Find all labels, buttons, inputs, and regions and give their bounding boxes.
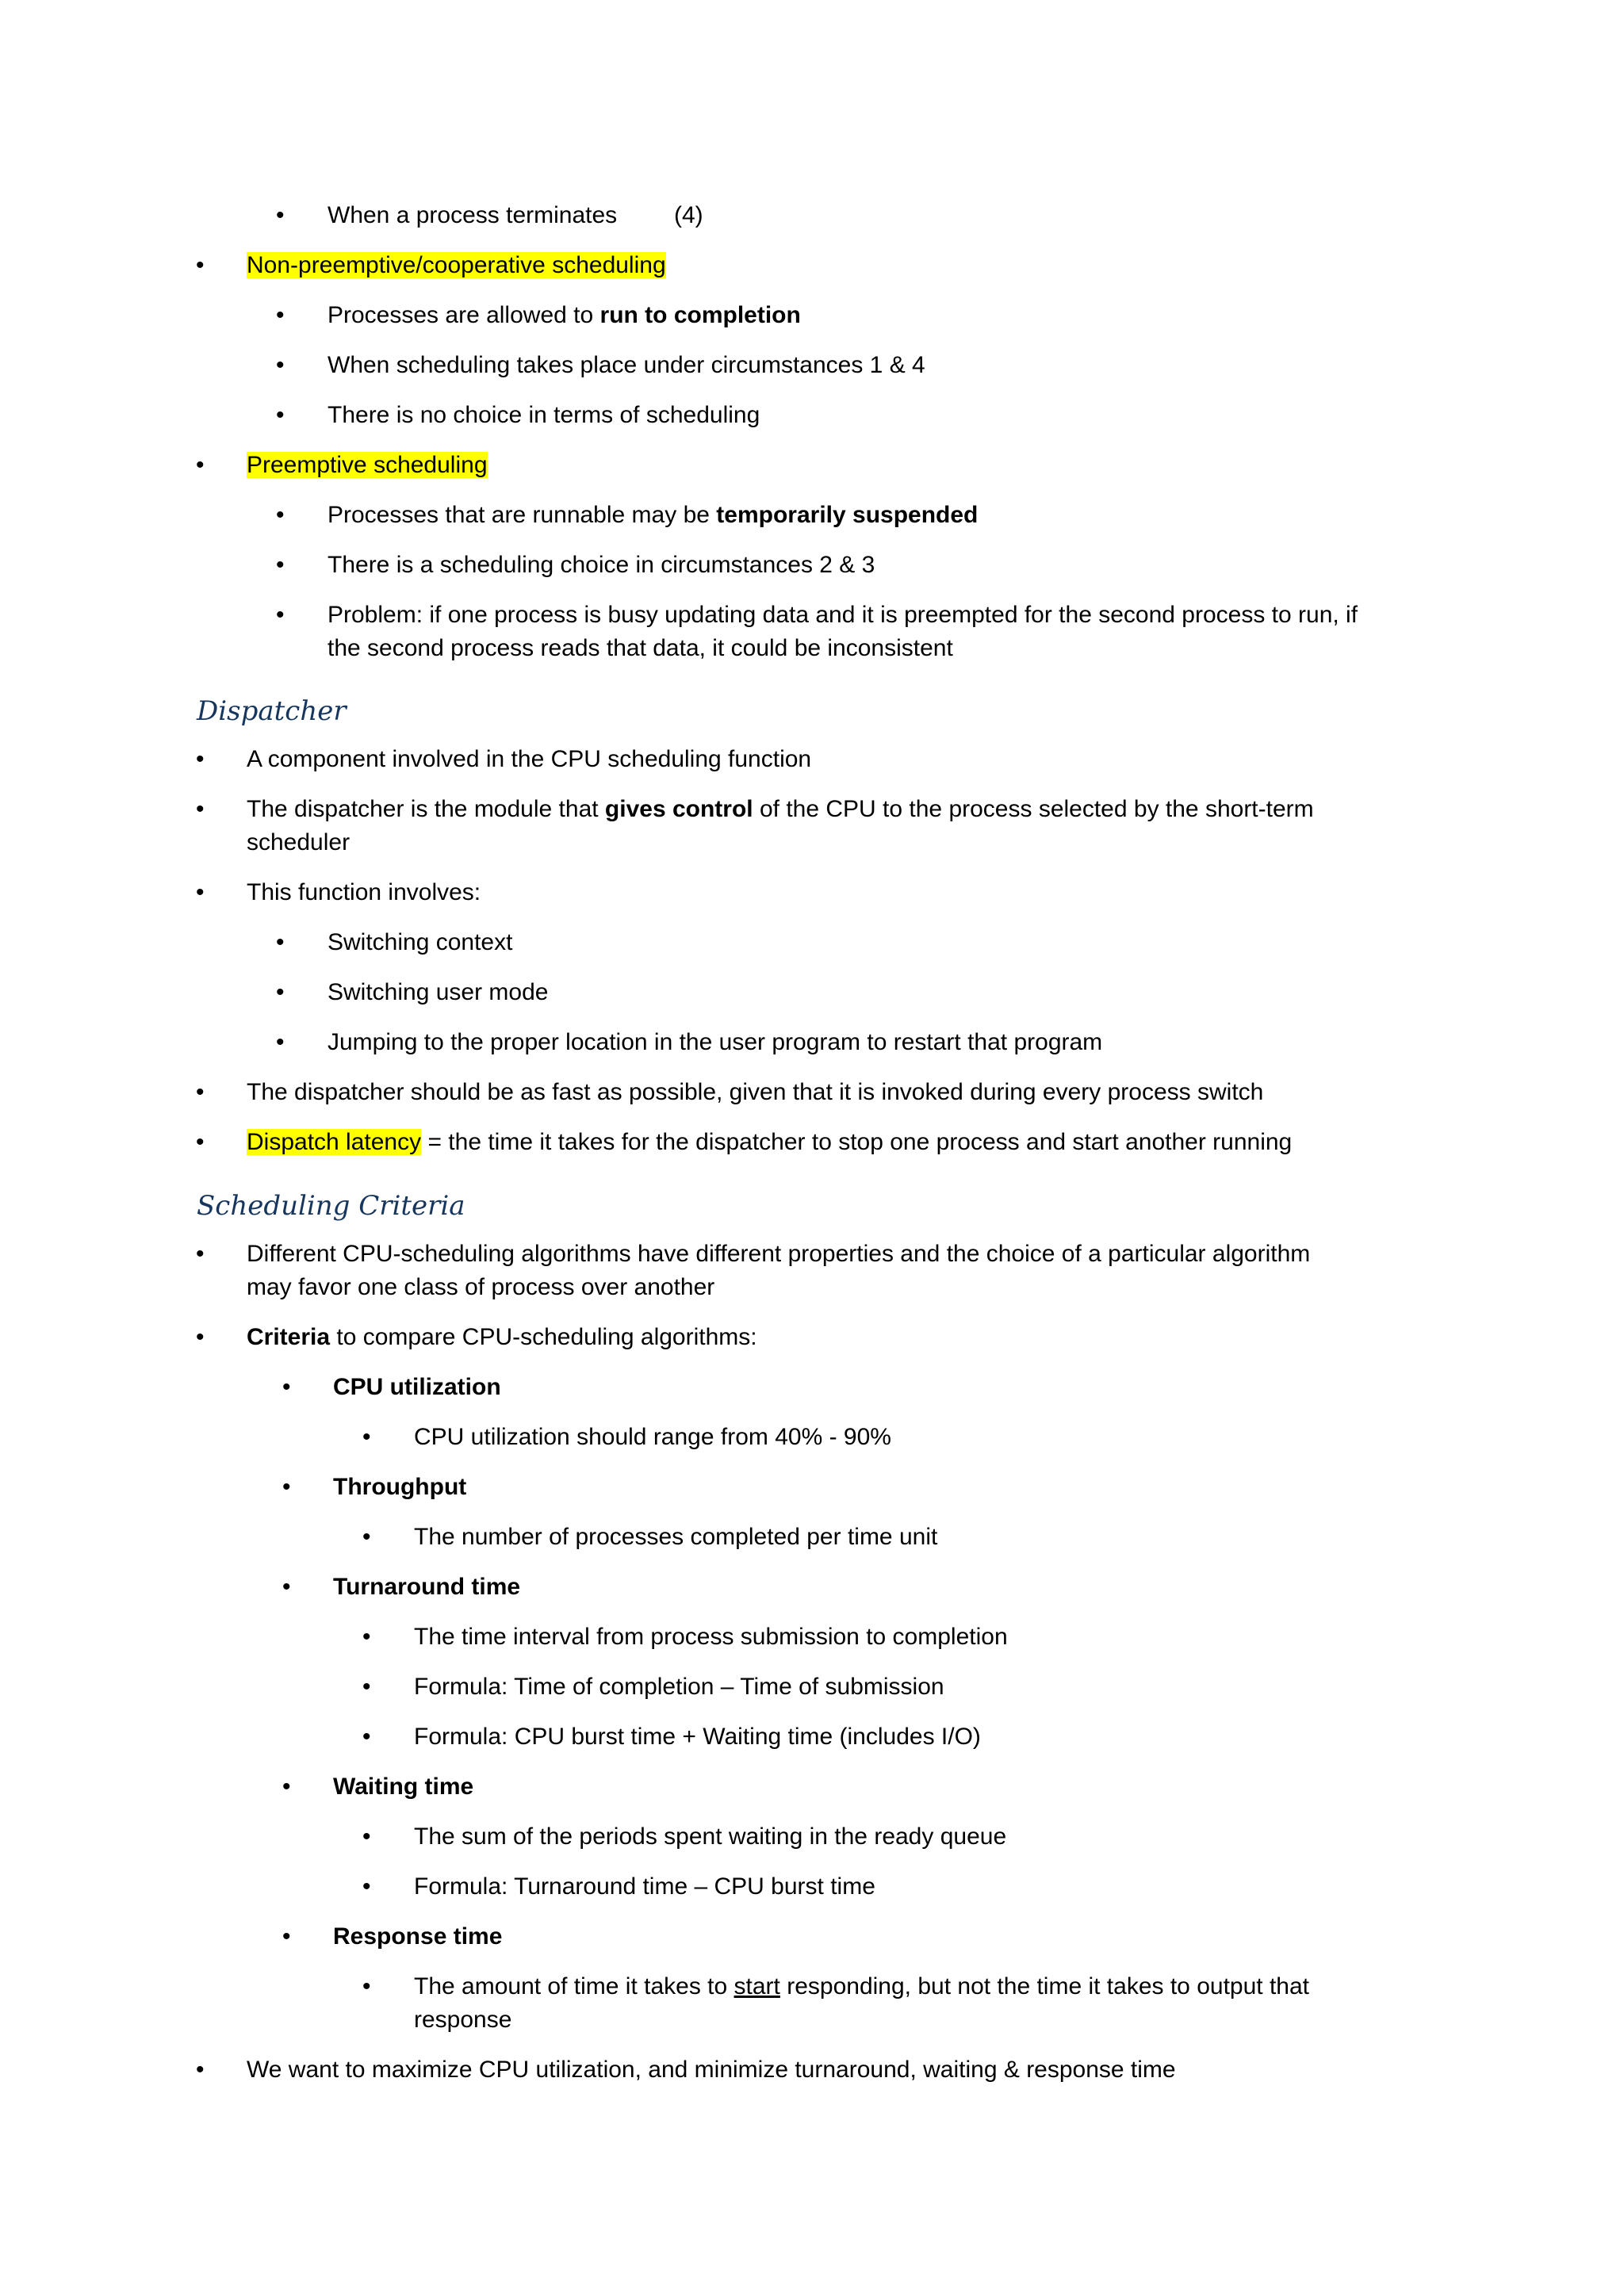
list-item: Switching context [327, 929, 513, 955]
text: The amount of time it takes to [414, 1973, 734, 1999]
list-item: Formula: Time of completion – Time of submission [414, 1674, 944, 1700]
list-item [327, 299, 801, 332]
bullet: • [196, 2057, 205, 2083]
text: responding, but not the time it takes to output that [779, 1973, 1309, 1999]
list-item [247, 1126, 1292, 1159]
list-item: The dispatcher should be as fast as possible, given that it is invoked during every process switch [247, 1079, 1264, 1105]
list-item [247, 249, 666, 282]
bullet: • [276, 402, 285, 428]
highlighted-term: Dispatch latency [247, 1129, 422, 1155]
list-item: Formula: Turnaround time – CPU burst time [414, 1873, 875, 1900]
list-item-continuation: the second process reads that data, it could be inconsistent [327, 635, 953, 661]
highlighted-term: Preemptive scheduling [247, 452, 488, 478]
bullet: • [276, 302, 285, 328]
list-item: The number of processes completed per time unit [414, 1524, 938, 1550]
bullet: • [196, 1129, 205, 1155]
list-item: Different CPU-scheduling algorithms have different properties and the choice of a particular algorithm [247, 1241, 1311, 1267]
list-item: Problem: if one process is busy updating data and it is preempted for the second process to run, if [327, 602, 1358, 628]
text: to compare CPU-scheduling algorithms: [330, 1324, 757, 1350]
bullet: • [196, 1324, 205, 1350]
bullet: • [276, 1029, 285, 1055]
list-item: Formula: CPU burst time + Waiting time (includes I/O) [414, 1724, 981, 1750]
bullet: • [362, 1724, 371, 1750]
section-heading: Scheduling Criteria [197, 1190, 465, 1222]
bullet: • [282, 1374, 291, 1400]
list-item: When scheduling takes place under circumstances 1 & 4 [327, 352, 925, 378]
text: Processes are allowed to [327, 302, 600, 328]
list-item [247, 449, 488, 482]
bold-text: run to completion [599, 302, 801, 328]
bullet: • [276, 602, 285, 628]
bullet: • [276, 202, 285, 228]
list-item [247, 793, 1314, 826]
bullet: • [196, 252, 205, 278]
bullet: • [196, 746, 205, 772]
list-item [327, 499, 978, 532]
bold-text: Criteria [247, 1324, 331, 1350]
list-item-continuation: may favor one class of process over another [247, 1274, 715, 1300]
bullet: • [362, 1674, 371, 1700]
bullet: • [362, 1823, 371, 1850]
list-item: Jumping to the proper location in the user program to restart that program [327, 1029, 1103, 1055]
criterion-title: CPU utilization [333, 1374, 501, 1400]
bullet: • [196, 452, 205, 478]
list-item [414, 1970, 1309, 2003]
text: Processes that are runnable may be [327, 502, 717, 528]
criterion-title: Waiting time [333, 1774, 474, 1800]
bullet: • [276, 929, 285, 955]
list-item: There is no choice in terms of scheduling [327, 402, 760, 428]
bullet: • [196, 1079, 205, 1105]
list-item-continuation: scheduler [247, 829, 350, 855]
list-item-number: (4) [674, 202, 703, 228]
bullet: • [276, 352, 285, 378]
text: The dispatcher is the module that [247, 796, 605, 822]
text: = the time it takes for the dispatcher to stop one process and start another running [421, 1129, 1293, 1155]
bullet: • [362, 1873, 371, 1900]
underlined-text: start [733, 1973, 780, 1999]
bullet: • [276, 552, 285, 578]
bullet: • [196, 796, 205, 822]
bullet: • [362, 1624, 371, 1650]
list-item: CPU utilization should range from 40% - 90% [414, 1424, 891, 1450]
bold-text: gives control [604, 796, 753, 822]
criterion-title: Turnaround time [333, 1574, 521, 1600]
bullet: • [362, 1973, 371, 1999]
list-item: When a process terminates [327, 202, 618, 228]
bullet: • [362, 1424, 371, 1450]
section-heading: Dispatcher [197, 695, 347, 727]
list-item: There is a scheduling choice in circumstances 2 & 3 [327, 552, 875, 578]
criterion-title: Throughput [333, 1474, 467, 1500]
bold-text: temporarily suspended [716, 502, 979, 528]
highlighted-term: Non-preemptive/cooperative scheduling [247, 252, 666, 278]
list-item: This function involves: [247, 879, 481, 905]
list-item: The sum of the periods spent waiting in the ready queue [414, 1823, 1007, 1850]
text: of the CPU to the process selected by the short-term [753, 796, 1314, 822]
list-item-continuation: response [414, 2007, 512, 2033]
bullet: • [282, 1774, 291, 1800]
bullet: • [196, 879, 205, 905]
bullet: • [276, 502, 285, 528]
criterion-title: Response time [333, 1923, 503, 1950]
list-item: We want to maximize CPU utilization, and minimize turnaround, waiting & response time [247, 2057, 1176, 2083]
list-item: The time interval from process submission to completion [414, 1624, 1008, 1650]
list-item: A component involved in the CPU scheduling function [247, 746, 812, 772]
list-item [247, 1321, 757, 1354]
bullet: • [362, 1524, 371, 1550]
bullet: • [196, 1241, 205, 1267]
list-item: Switching user mode [327, 979, 549, 1005]
bullet: • [276, 979, 285, 1005]
bullet: • [282, 1574, 291, 1600]
bullet: • [282, 1474, 291, 1500]
bullet: • [282, 1923, 291, 1950]
